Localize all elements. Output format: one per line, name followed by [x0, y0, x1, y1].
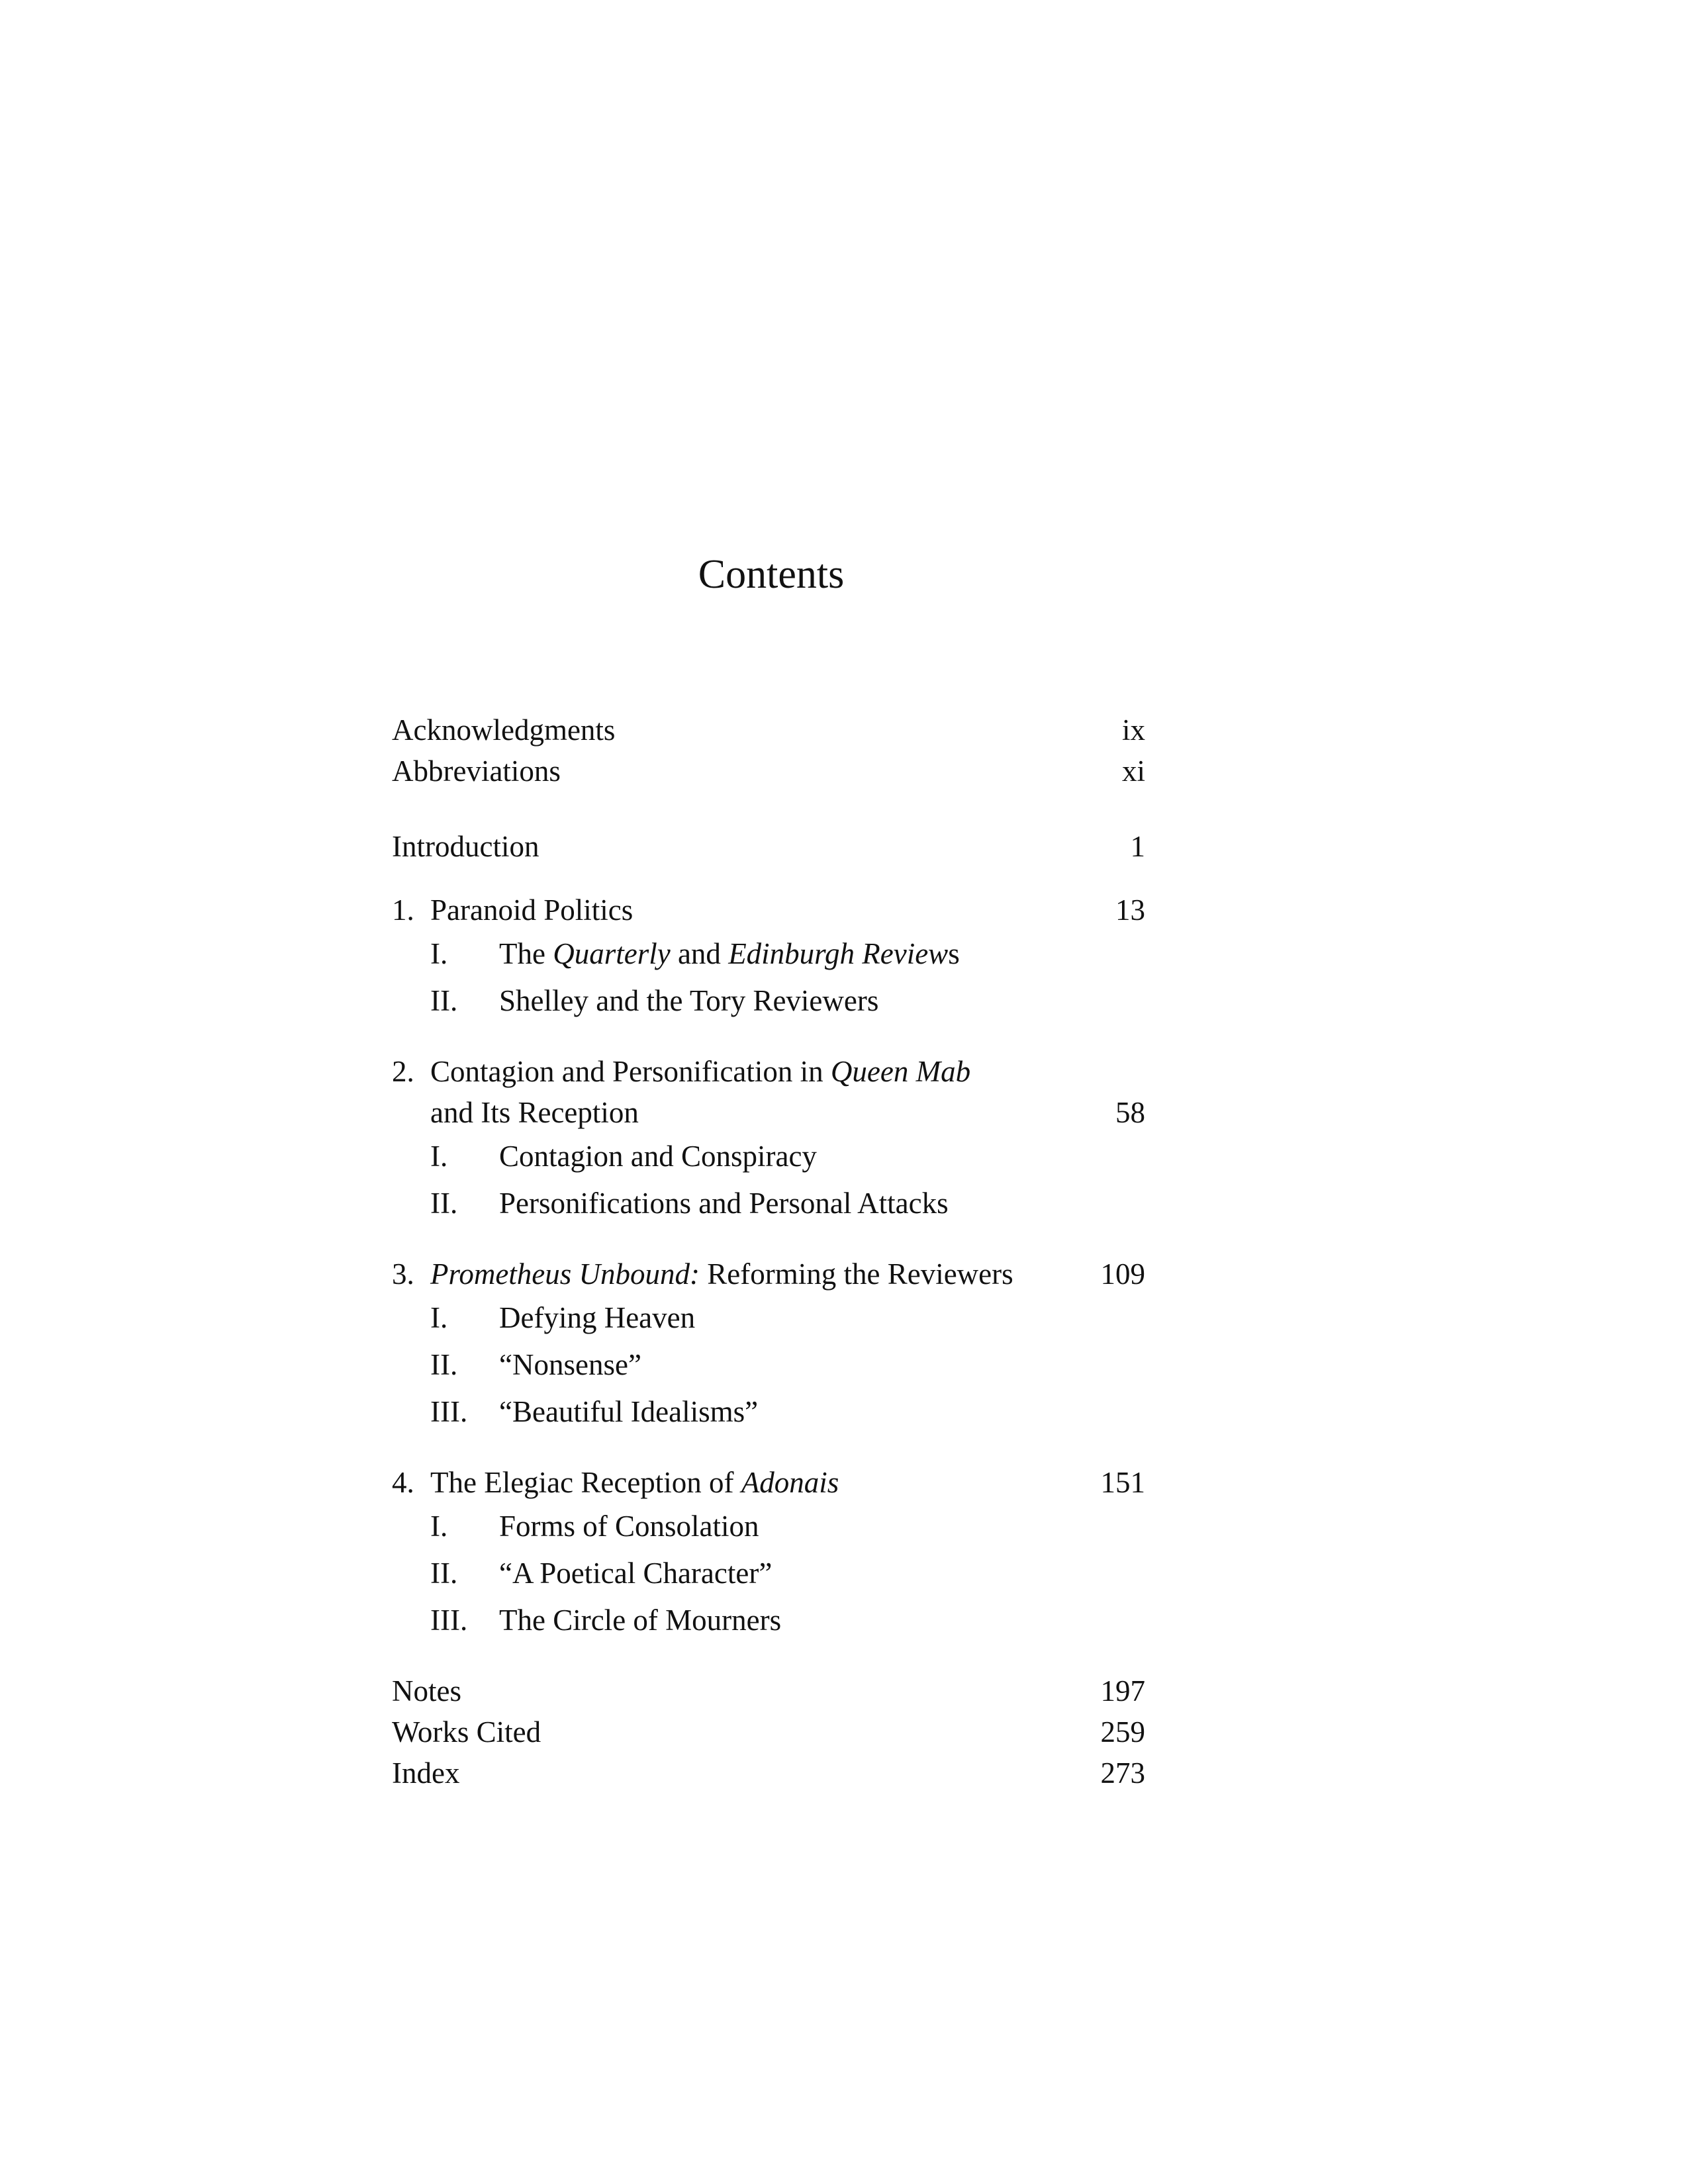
section-number: III. [430, 1604, 468, 1637]
chapter-title-text: Reforming the Reviewers [700, 1257, 1013, 1291]
page-number: 273 [1100, 1756, 1145, 1790]
spacer [392, 867, 1145, 889]
spacer [392, 1644, 1145, 1670]
spacer [392, 1435, 1145, 1462]
chapter-title-continued: and Its Reception [430, 1096, 639, 1129]
page-number: 1 [1130, 830, 1145, 863]
spacer [392, 792, 1145, 826]
section-title-text: The [499, 937, 553, 970]
italic-title: Quarterly [553, 937, 671, 970]
toc-section-1-2[interactable] [392, 978, 1145, 1024]
section-title-text: s [948, 937, 960, 970]
section-number: III. [430, 1395, 468, 1428]
toc-section-3-2[interactable] [392, 1342, 1145, 1388]
page-title: Contents [698, 551, 845, 597]
section-title-text: and [670, 937, 729, 970]
section-number: I. [430, 1140, 448, 1173]
section-title: Forms of Consolation [499, 1510, 759, 1543]
section-number: II. [430, 984, 458, 1017]
section-number: I. [430, 937, 448, 970]
toc-section-3-1[interactable] [392, 1295, 1145, 1342]
toc-entry-index[interactable] [392, 1752, 1145, 1794]
toc-entry-chapter-1[interactable] [392, 889, 1145, 931]
table-of-contents [392, 709, 1145, 1794]
toc-entry-notes[interactable] [392, 1670, 1145, 1711]
entry-label: Index [392, 1756, 460, 1790]
section-title: “Beautiful Idealisms” [499, 1395, 759, 1428]
section-title: Contagion and Conspiracy [499, 1140, 817, 1173]
section-number: II. [430, 1557, 458, 1590]
italic-title: Adonais [741, 1466, 839, 1499]
chapter-title [430, 1462, 839, 1503]
toc-entry-chapter-2[interactable] [392, 1051, 1145, 1092]
page-number: 197 [1100, 1674, 1145, 1707]
toc-section-1-1[interactable] [392, 931, 1145, 978]
toc-entry-acknowledgments[interactable] [392, 709, 1145, 751]
section-number: II. [430, 1187, 458, 1220]
chapter-title-text: Contagion and Personification in [430, 1055, 831, 1088]
spacer [392, 1024, 1145, 1051]
chapter-title-text: The Elegiac Reception of [430, 1466, 741, 1499]
section-title: Shelley and the Tory Reviewers [499, 984, 879, 1017]
section-title: Defying Heaven [499, 1301, 696, 1334]
italic-title: Queen Mab [830, 1055, 971, 1088]
toc-entry-chapter-4[interactable] [392, 1462, 1145, 1503]
page-number: 58 [1115, 1096, 1145, 1129]
spacer [392, 1227, 1145, 1253]
section-title: “A Poetical Character” [499, 1557, 773, 1590]
toc-section-4-1[interactable] [392, 1503, 1145, 1550]
chapter-number: 2. [392, 1055, 414, 1088]
page-number: ix [1121, 713, 1145, 747]
toc-entry-chapter-2-continued[interactable] [392, 1092, 1145, 1133]
toc-section-2-1[interactable] [392, 1133, 1145, 1180]
chapter-number: 1. [392, 893, 414, 927]
italic-title: Prometheus Unbound: [430, 1257, 700, 1291]
chapter-number: 3. [392, 1257, 414, 1291]
section-number: I. [430, 1510, 448, 1543]
chapter-title: Paranoid Politics [430, 893, 633, 927]
toc-entry-introduction[interactable] [392, 826, 1145, 867]
entry-label: Works Cited [392, 1715, 541, 1749]
section-title: Personifications and Personal Attacks [499, 1187, 949, 1220]
chapter-title [430, 1051, 970, 1092]
toc-section-2-2[interactable] [392, 1180, 1145, 1227]
page-number: 151 [1100, 1466, 1145, 1499]
italic-title: Edinburgh Review [728, 937, 949, 970]
entry-label: Notes [392, 1674, 461, 1707]
page-number: 259 [1100, 1715, 1145, 1749]
entry-label: Abbreviations [392, 754, 561, 788]
page-number: xi [1121, 754, 1145, 788]
toc-section-3-3[interactable] [392, 1388, 1145, 1435]
section-number: I. [430, 1301, 448, 1334]
toc-entry-abbreviations[interactable] [392, 751, 1145, 792]
section-title [499, 931, 960, 978]
page-number: 109 [1100, 1257, 1145, 1291]
toc-entry-chapter-3[interactable] [392, 1253, 1145, 1295]
toc-entry-works-cited[interactable] [392, 1711, 1145, 1752]
page-number: 13 [1115, 893, 1145, 927]
toc-section-4-2[interactable] [392, 1550, 1145, 1597]
entry-label: Acknowledgments [392, 713, 616, 747]
section-title: “Nonsense” [499, 1348, 641, 1381]
chapter-title [430, 1253, 1013, 1295]
section-title: The Circle of Mourners [499, 1604, 782, 1637]
entry-label: Introduction [392, 830, 539, 863]
section-number: II. [430, 1348, 458, 1381]
chapter-number: 4. [392, 1466, 414, 1499]
toc-section-4-3[interactable] [392, 1597, 1145, 1644]
